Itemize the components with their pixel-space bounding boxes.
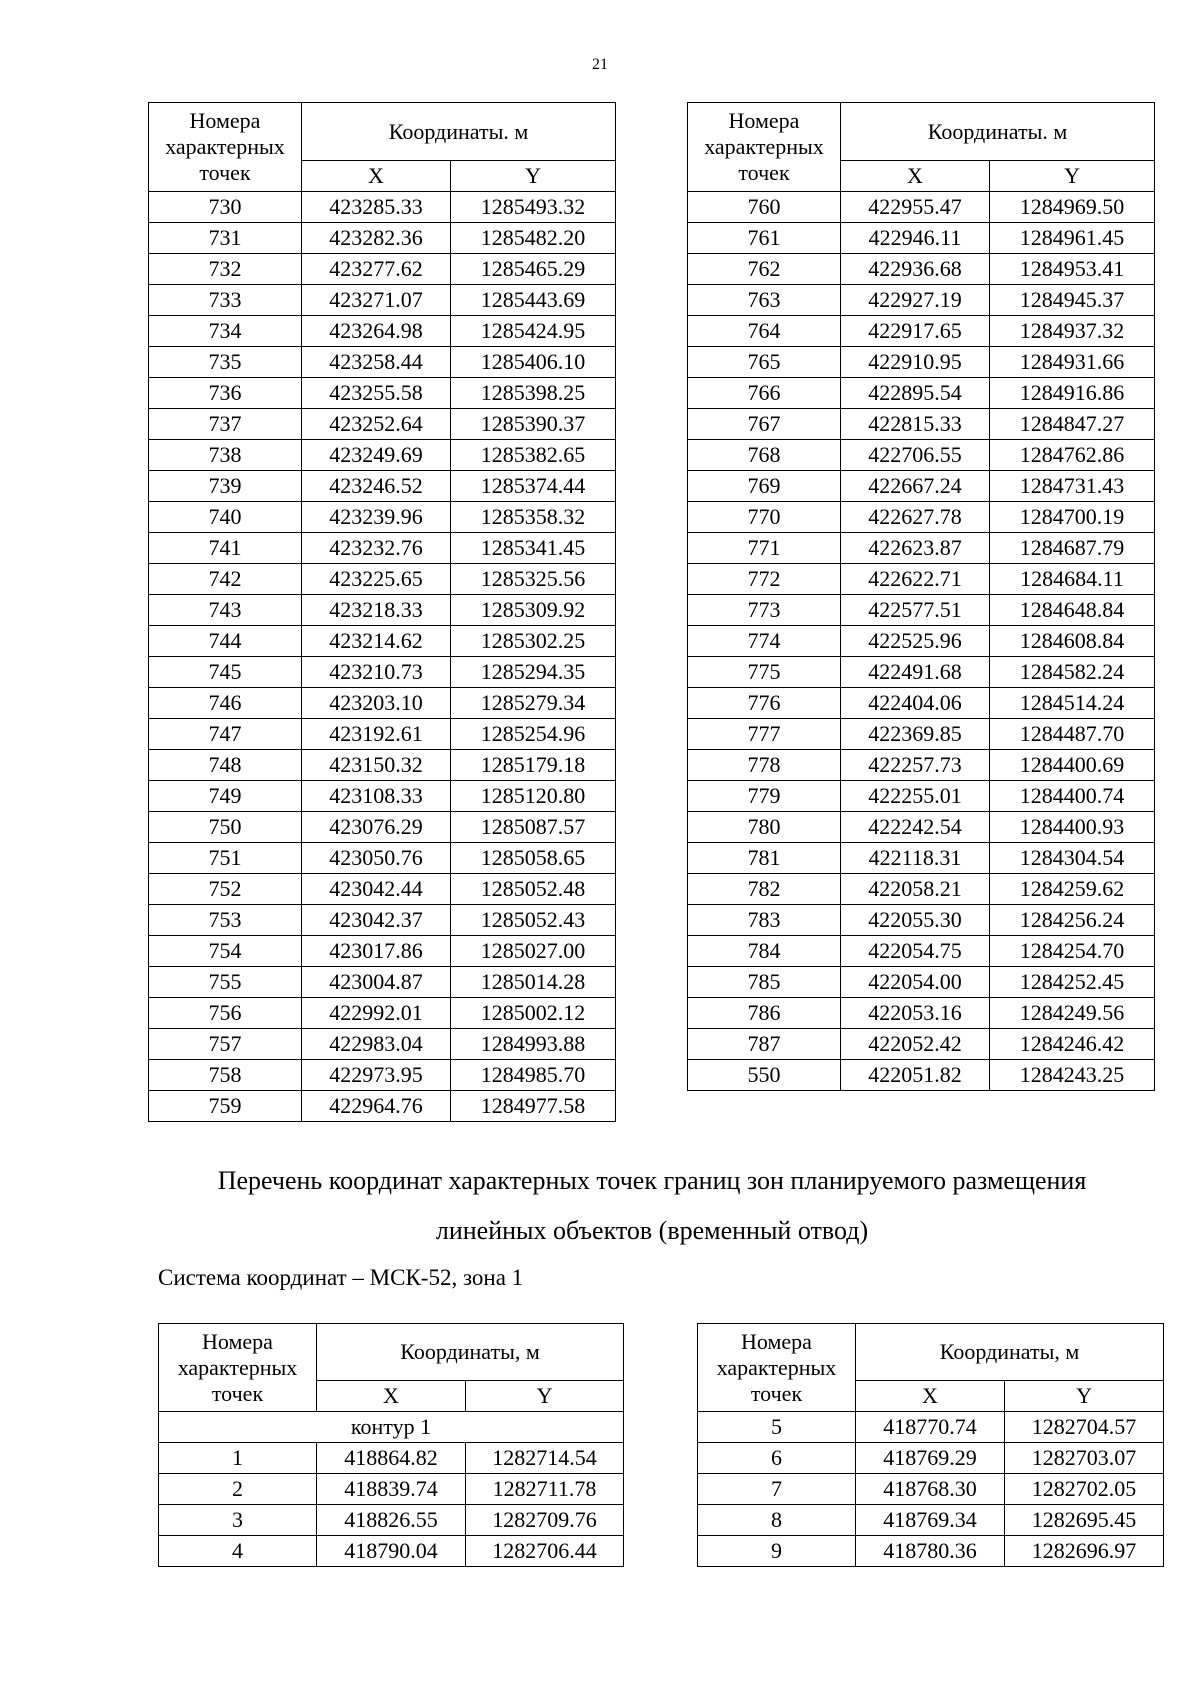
point-number: 1: [159, 1443, 317, 1474]
point-number: 737: [149, 409, 302, 440]
y-coordinate: 1285382.65: [451, 440, 616, 471]
x-coordinate: 422973.95: [302, 1060, 451, 1091]
section-title-line2: линейных объектов (временный отвод): [435, 1216, 869, 1245]
y-coordinate: 1285179.18: [451, 750, 616, 781]
x-coordinate: 423285.33: [302, 192, 451, 223]
header-coords: Координаты, м: [317, 1324, 624, 1381]
y-coordinate: 1282702.05: [1005, 1474, 1164, 1505]
x-coordinate: 423150.32: [302, 750, 451, 781]
table-row: [149, 440, 616, 471]
y-coordinate: 1284969.50: [990, 192, 1155, 223]
x-coordinate: 422118.31: [841, 843, 990, 874]
y-coordinate: 1282711.78: [466, 1474, 624, 1505]
header-x: X: [302, 161, 451, 192]
point-number: 7: [698, 1474, 856, 1505]
table-row: [149, 781, 616, 812]
point-number: 755: [149, 967, 302, 998]
y-coordinate: 1284400.74: [990, 781, 1155, 812]
table-row: [688, 254, 1155, 285]
x-coordinate: 422053.16: [841, 998, 990, 1029]
table-row: [688, 1029, 1155, 1060]
point-number: 773: [688, 595, 841, 626]
y-coordinate: 1285341.45: [451, 533, 616, 564]
table-row: [149, 874, 616, 905]
coordinates-table-bottom-right: [697, 1323, 1164, 1567]
point-number: 744: [149, 626, 302, 657]
header-y: Y: [466, 1381, 624, 1412]
x-coordinate: 422927.19: [841, 285, 990, 316]
y-coordinate: 1285302.25: [451, 626, 616, 657]
x-coordinate: 423264.98: [302, 316, 451, 347]
x-coordinate: 422054.00: [841, 967, 990, 998]
point-number: 762: [688, 254, 841, 285]
table-row: [149, 378, 616, 409]
x-coordinate: 423252.64: [302, 409, 451, 440]
y-coordinate: 1284847.27: [990, 409, 1155, 440]
header-points: Номера характерных точек: [688, 103, 841, 192]
y-coordinate: 1284916.86: [990, 378, 1155, 409]
y-coordinate: 1284487.70: [990, 719, 1155, 750]
point-number: 779: [688, 781, 841, 812]
y-coordinate: 1282714.54: [466, 1443, 624, 1474]
x-coordinate: 422936.68: [841, 254, 990, 285]
table-row: [688, 688, 1155, 719]
x-coordinate: 423225.65: [302, 564, 451, 595]
point-number: 766: [688, 378, 841, 409]
x-coordinate: 418769.29: [856, 1443, 1005, 1474]
x-coordinate: 422257.73: [841, 750, 990, 781]
table-row: [688, 998, 1155, 1029]
table-row: [688, 750, 1155, 781]
x-coordinate: 422667.24: [841, 471, 990, 502]
table-row: [149, 347, 616, 378]
x-coordinate: 423042.37: [302, 905, 451, 936]
x-coordinate: 418839.74: [317, 1474, 466, 1505]
point-number: 787: [688, 1029, 841, 1060]
point-number: 752: [149, 874, 302, 905]
table-row: [149, 905, 616, 936]
table-row: [149, 192, 616, 223]
y-coordinate: 1285465.29: [451, 254, 616, 285]
y-coordinate: 1285482.20: [451, 223, 616, 254]
table-row: [688, 967, 1155, 998]
point-number: 3: [159, 1505, 317, 1536]
table-row: [688, 874, 1155, 905]
y-coordinate: 1285325.56: [451, 564, 616, 595]
point-number: 760: [688, 192, 841, 223]
x-coordinate: 423246.52: [302, 471, 451, 502]
table-row: [149, 1060, 616, 1091]
table-row: [149, 564, 616, 595]
y-coordinate: 1285358.32: [451, 502, 616, 533]
y-coordinate: 1284961.45: [990, 223, 1155, 254]
table-row: [149, 502, 616, 533]
point-number: 776: [688, 688, 841, 719]
y-coordinate: 1285058.65: [451, 843, 616, 874]
point-number: 746: [149, 688, 302, 719]
table-row: [149, 471, 616, 502]
point-number: 769: [688, 471, 841, 502]
point-number: 772: [688, 564, 841, 595]
point-number: 754: [149, 936, 302, 967]
point-number: 756: [149, 998, 302, 1029]
x-coordinate: 423108.33: [302, 781, 451, 812]
table-row: [688, 626, 1155, 657]
y-coordinate: 1284731.43: [990, 471, 1155, 502]
point-number: 2: [159, 1474, 317, 1505]
point-number: 767: [688, 409, 841, 440]
header-points: Номера характерных точек: [149, 103, 302, 192]
x-coordinate: 423210.73: [302, 657, 451, 688]
y-coordinate: 1285443.69: [451, 285, 616, 316]
table-row: [149, 626, 616, 657]
header-y: Y: [451, 161, 616, 192]
y-coordinate: 1285087.57: [451, 812, 616, 843]
table-row: [688, 316, 1155, 347]
point-number: 775: [688, 657, 841, 688]
point-number: 757: [149, 1029, 302, 1060]
table-row: [149, 936, 616, 967]
table-row: [688, 471, 1155, 502]
point-number: 741: [149, 533, 302, 564]
table-row: [688, 595, 1155, 626]
header-points: Номера характерных точек: [159, 1324, 317, 1412]
y-coordinate: 1285254.96: [451, 719, 616, 750]
table-row: [688, 781, 1155, 812]
x-coordinate: 422491.68: [841, 657, 990, 688]
point-number: 736: [149, 378, 302, 409]
point-number: 774: [688, 626, 841, 657]
y-coordinate: 1285398.25: [451, 378, 616, 409]
y-coordinate: 1284700.19: [990, 502, 1155, 533]
x-coordinate: 418780.36: [856, 1536, 1005, 1567]
table-row: [688, 285, 1155, 316]
header-coords: Координаты. м: [302, 103, 616, 161]
y-coordinate: 1284400.69: [990, 750, 1155, 781]
point-number: 6: [698, 1443, 856, 1474]
coordinates-table-bottom-left: [158, 1323, 624, 1567]
table-row: [688, 905, 1155, 936]
point-number: 732: [149, 254, 302, 285]
y-coordinate: 1284937.32: [990, 316, 1155, 347]
table-row: [688, 502, 1155, 533]
point-number: 4: [159, 1536, 317, 1567]
x-coordinate: 423214.62: [302, 626, 451, 657]
table-row: [149, 998, 616, 1029]
y-coordinate: 1282696.97: [1005, 1536, 1164, 1567]
table-row: [688, 192, 1155, 223]
x-coordinate: 422055.30: [841, 905, 990, 936]
point-number: 781: [688, 843, 841, 874]
x-coordinate: 423239.96: [302, 502, 451, 533]
point-number: 8: [698, 1505, 856, 1536]
x-coordinate: 422242.54: [841, 812, 990, 843]
point-number: 750: [149, 812, 302, 843]
header-x: X: [841, 161, 990, 192]
point-number: 786: [688, 998, 841, 1029]
table-row: [688, 812, 1155, 843]
table-row: [688, 564, 1155, 595]
point-number: 730: [149, 192, 302, 223]
table-row: [688, 378, 1155, 409]
y-coordinate: 1285027.00: [451, 936, 616, 967]
coordinates-table-top-right: [687, 102, 1155, 1091]
point-number: 764: [688, 316, 841, 347]
x-coordinate: 418790.04: [317, 1536, 466, 1567]
header-x: X: [856, 1381, 1005, 1412]
point-number: 782: [688, 874, 841, 905]
table-row: [698, 1505, 1164, 1536]
y-coordinate: 1284993.88: [451, 1029, 616, 1060]
y-coordinate: 1285294.35: [451, 657, 616, 688]
y-coordinate: 1285406.10: [451, 347, 616, 378]
point-number: 768: [688, 440, 841, 471]
x-coordinate: 423249.69: [302, 440, 451, 471]
y-coordinate: 1285052.48: [451, 874, 616, 905]
x-coordinate: 423017.86: [302, 936, 451, 967]
x-coordinate: 422623.87: [841, 533, 990, 564]
point-number: 785: [688, 967, 841, 998]
table-row: [149, 316, 616, 347]
y-coordinate: 1284304.54: [990, 843, 1155, 874]
x-coordinate: 422051.82: [841, 1060, 990, 1091]
table-row: [698, 1536, 1164, 1567]
y-coordinate: 1282695.45: [1005, 1505, 1164, 1536]
x-coordinate: 418770.74: [856, 1412, 1005, 1443]
table-row: [149, 657, 616, 688]
x-coordinate: 423277.62: [302, 254, 451, 285]
x-coordinate: 422815.33: [841, 409, 990, 440]
x-coordinate: 422964.76: [302, 1091, 451, 1122]
table-row: [149, 254, 616, 285]
point-number: 783: [688, 905, 841, 936]
table-row: [149, 533, 616, 564]
y-coordinate: 1285309.92: [451, 595, 616, 626]
point-number: 739: [149, 471, 302, 502]
point-number: 761: [688, 223, 841, 254]
table-row: [149, 843, 616, 874]
page-number: 21: [592, 56, 608, 73]
y-coordinate: 1284249.56: [990, 998, 1155, 1029]
point-number: 765: [688, 347, 841, 378]
table-row: [698, 1412, 1164, 1443]
header-y: Y: [990, 161, 1155, 192]
point-number: 745: [149, 657, 302, 688]
y-coordinate: 1285374.44: [451, 471, 616, 502]
y-coordinate: 1284762.86: [990, 440, 1155, 471]
y-coordinate: 1285424.95: [451, 316, 616, 347]
point-number: 753: [149, 905, 302, 936]
point-number: 763: [688, 285, 841, 316]
y-coordinate: 1284259.62: [990, 874, 1155, 905]
x-coordinate: 423255.58: [302, 378, 451, 409]
table-row: [149, 1029, 616, 1060]
y-coordinate: 1284648.84: [990, 595, 1155, 626]
x-coordinate: 423282.36: [302, 223, 451, 254]
x-coordinate: 422627.78: [841, 502, 990, 533]
point-number: 747: [149, 719, 302, 750]
table-row: [688, 657, 1155, 688]
x-coordinate: 422255.01: [841, 781, 990, 812]
point-number: 738: [149, 440, 302, 471]
y-coordinate: 1284953.41: [990, 254, 1155, 285]
header-points: Номера характерных точек: [698, 1324, 856, 1412]
contour-row: [159, 1412, 624, 1443]
table-row: [149, 688, 616, 719]
table-row: [149, 409, 616, 440]
table-row: [688, 223, 1155, 254]
x-coordinate: 423258.44: [302, 347, 451, 378]
x-coordinate: 423042.44: [302, 874, 451, 905]
x-coordinate: 423192.61: [302, 719, 451, 750]
x-coordinate: 422404.06: [841, 688, 990, 719]
point-number: 743: [149, 595, 302, 626]
point-number: 777: [688, 719, 841, 750]
x-coordinate: 422946.11: [841, 223, 990, 254]
y-coordinate: 1284687.79: [990, 533, 1155, 564]
coordinate-system: Система координат – МСК-52, зона 1: [158, 1265, 524, 1290]
x-coordinate: 423004.87: [302, 967, 451, 998]
table-row: [688, 440, 1155, 471]
table-row: [688, 409, 1155, 440]
x-coordinate: 422369.85: [841, 719, 990, 750]
y-coordinate: 1284582.24: [990, 657, 1155, 688]
table-row: [149, 750, 616, 781]
y-coordinate: 1284608.84: [990, 626, 1155, 657]
point-number: 780: [688, 812, 841, 843]
point-number: 778: [688, 750, 841, 781]
point-number: 550: [688, 1060, 841, 1091]
y-coordinate: 1284985.70: [451, 1060, 616, 1091]
table-row: [688, 1060, 1155, 1091]
point-number: 740: [149, 502, 302, 533]
x-coordinate: 422058.21: [841, 874, 990, 905]
y-coordinate: 1284243.25: [990, 1060, 1155, 1091]
x-coordinate: 423218.33: [302, 595, 451, 626]
y-coordinate: 1285014.28: [451, 967, 616, 998]
header-coords: Координаты. м: [841, 103, 1155, 161]
y-coordinate: 1285052.43: [451, 905, 616, 936]
point-number: 771: [688, 533, 841, 564]
table-row: [698, 1443, 1164, 1474]
y-coordinate: 1284400.93: [990, 812, 1155, 843]
y-coordinate: 1284256.24: [990, 905, 1155, 936]
x-coordinate: 422054.75: [841, 936, 990, 967]
table-row: [149, 1091, 616, 1122]
x-coordinate: 422706.55: [841, 440, 990, 471]
y-coordinate: 1284684.11: [990, 564, 1155, 595]
table-row: [149, 223, 616, 254]
x-coordinate: 422052.42: [841, 1029, 990, 1060]
table-row: [149, 595, 616, 626]
table-row: [149, 967, 616, 998]
table-row: [159, 1536, 624, 1567]
x-coordinate: 423232.76: [302, 533, 451, 564]
y-coordinate: 1285493.32: [451, 192, 616, 223]
point-number: 784: [688, 936, 841, 967]
table-row: [688, 533, 1155, 564]
y-coordinate: 1284977.58: [451, 1091, 616, 1122]
header-coords: Координаты, м: [856, 1324, 1164, 1381]
header-x: X: [317, 1381, 466, 1412]
table-row: [149, 719, 616, 750]
y-coordinate: 1285002.12: [451, 998, 616, 1029]
table-row: [688, 936, 1155, 967]
y-coordinate: 1284931.66: [990, 347, 1155, 378]
header-y: Y: [1005, 1381, 1164, 1412]
point-number: 731: [149, 223, 302, 254]
point-number: 770: [688, 502, 841, 533]
point-number: 748: [149, 750, 302, 781]
point-number: 5: [698, 1412, 856, 1443]
x-coordinate: 418826.55: [317, 1505, 466, 1536]
x-coordinate: 423203.10: [302, 688, 451, 719]
x-coordinate: 422895.54: [841, 378, 990, 409]
y-coordinate: 1285390.37: [451, 409, 616, 440]
coordinates-table-top-left: [148, 102, 616, 1122]
point-number: 759: [149, 1091, 302, 1122]
table-row: [149, 285, 616, 316]
y-coordinate: 1284945.37: [990, 285, 1155, 316]
x-coordinate: 422525.96: [841, 626, 990, 657]
point-number: 749: [149, 781, 302, 812]
table-row: [688, 347, 1155, 378]
x-coordinate: 422622.71: [841, 564, 990, 595]
x-coordinate: 423076.29: [302, 812, 451, 843]
x-coordinate: 422910.95: [841, 347, 990, 378]
y-coordinate: 1284514.24: [990, 688, 1155, 719]
x-coordinate: 422577.51: [841, 595, 990, 626]
y-coordinate: 1282704.57: [1005, 1412, 1164, 1443]
y-coordinate: 1285279.34: [451, 688, 616, 719]
y-coordinate: 1284254.70: [990, 936, 1155, 967]
table-row: [688, 719, 1155, 750]
x-coordinate: 422992.01: [302, 998, 451, 1029]
y-coordinate: 1284246.42: [990, 1029, 1155, 1060]
y-coordinate: 1282709.76: [466, 1505, 624, 1536]
x-coordinate: 418768.30: [856, 1474, 1005, 1505]
x-coordinate: 418864.82: [317, 1443, 466, 1474]
y-coordinate: 1282706.44: [466, 1536, 624, 1567]
x-coordinate: 422955.47: [841, 192, 990, 223]
point-number: 751: [149, 843, 302, 874]
point-number: 735: [149, 347, 302, 378]
table-row: [159, 1505, 624, 1536]
table-row: [688, 843, 1155, 874]
point-number: 9: [698, 1536, 856, 1567]
section-title-line1: Перечень координат характерных точек границ зон планируемого размещения: [217, 1166, 1087, 1195]
point-number: 758: [149, 1060, 302, 1091]
x-coordinate: 423050.76: [302, 843, 451, 874]
x-coordinate: 418769.34: [856, 1505, 1005, 1536]
table-row: [698, 1474, 1164, 1505]
x-coordinate: 422917.65: [841, 316, 990, 347]
point-number: 733: [149, 285, 302, 316]
y-coordinate: 1284252.45: [990, 967, 1155, 998]
table-row: [159, 1474, 624, 1505]
point-number: 734: [149, 316, 302, 347]
x-coordinate: 422983.04: [302, 1029, 451, 1060]
table-row: [149, 812, 616, 843]
contour-label: контур 1: [159, 1412, 624, 1443]
x-coordinate: 423271.07: [302, 285, 451, 316]
table-row: [159, 1443, 624, 1474]
point-number: 742: [149, 564, 302, 595]
y-coordinate: 1285120.80: [451, 781, 616, 812]
y-coordinate: 1282703.07: [1005, 1443, 1164, 1474]
